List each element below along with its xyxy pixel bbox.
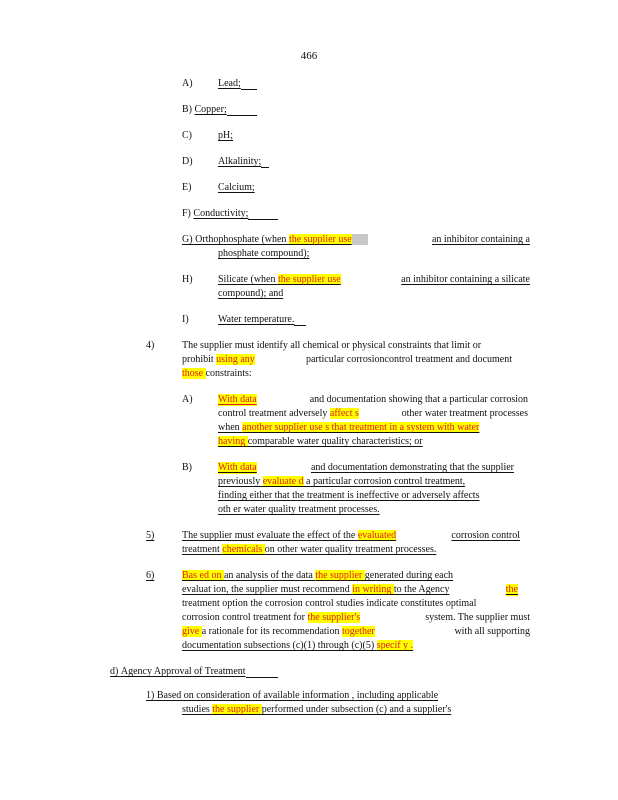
item-4b-text-end: a particular corrosion control treatment, [303,476,466,487]
item-5-text: The supplier must evaluate the effect of the [182,530,358,541]
list-label: D) [182,156,193,167]
highlight: another supplier use s that treatment in a system with water [242,422,480,433]
item-d1-line2 [182,704,451,716]
item-6-text: a rationale for its recommendation [201,626,342,637]
item-6-label: 6) [146,570,155,581]
highlight: the [505,584,518,595]
item-4a-text: comparable water quality characteristics; or [247,436,423,447]
item-4a-text-end: other water treatment processes [401,408,528,419]
highlight: chemicals [222,544,265,555]
item-5-text: treatment [182,544,223,555]
highlight: using any [216,354,255,365]
item-d1-line1 [146,690,508,702]
list-item-copper [182,104,257,116]
item-4b-line3: finding either that the treatment is ineffective or adversely affects [218,490,480,501]
item-d1-text: studies [182,704,213,715]
item-6-line5 [182,626,530,638]
item-6-text: documentation subsections (c)(1) through (c)(5) [182,640,377,651]
item-g-text: Orthophosphate (when [195,234,289,245]
section-label: d) [110,666,119,677]
item-4-line2 [182,354,512,366]
item-6-text: evaluat ion, the supplier must recommend [182,584,353,595]
highlight: With data [218,394,257,405]
list-text: Lead; [218,78,241,89]
item-h-text-end: an inhibitor containing a silicate [401,274,530,285]
highlight: in writing [352,584,394,595]
item-6-text-end: system. The supplier must [425,612,530,623]
item-h-line2: compound); and [218,288,284,299]
item-d1-text: Based on consideration of available information , including applicable [156,690,439,701]
list-item-conductivity [182,208,278,220]
item-h-line1 [182,274,530,286]
item-4b-line1 [218,462,514,474]
item-5-text-end: corrosion control [451,530,520,541]
list-label: A) [182,78,193,89]
section-title: Agency Approval of Treatment [120,666,246,677]
item-4-text-end: particular corrosioncontrol treatment and document [305,354,512,365]
item-6-text-end: with all supporting [454,626,530,637]
highlight: the supplier [315,570,365,581]
list-label: C) [182,130,192,141]
item-6-text-end: generated during each [364,570,454,581]
highlight: Bas ed on [182,570,224,581]
item-4b-text: previously [218,476,263,487]
item-4a-line2 [218,408,528,420]
item-g-line1 [182,234,530,246]
item-4a-text: when [218,422,243,433]
list-label: G) [182,234,193,245]
item-5-line2 [182,544,436,556]
list-text: Water temperature. [218,314,295,325]
item-4b-line2 [218,476,465,488]
list-item-ph [182,130,233,142]
item-6-line1 [182,570,453,582]
section-d-heading [110,666,278,678]
highlight: those [182,368,206,379]
list-label: H) [182,274,193,285]
item-5-line1 [182,530,520,542]
list-text: Alkalinity; [218,156,262,167]
list-label: F) [182,208,191,219]
list-text: Calcium; [218,182,255,193]
highlight: affect s [329,408,359,419]
list-text: Copper; [194,104,227,115]
highlight: together [341,626,375,637]
item-6-line2 [182,584,518,596]
list-label: E) [182,182,192,193]
item-4a-line1 [218,394,528,406]
list-item-calcium [182,182,255,194]
item-4a-text: and documentation showing that a particular corrosion [309,394,528,405]
item-4b-label: B) [182,462,192,473]
highlight: evaluate d [262,476,304,487]
item-h-text: Silicate (when [218,274,278,285]
list-label: B) [182,104,192,115]
highlight: having [218,436,248,447]
highlight: evaluated [357,530,397,541]
item-4a-text: control treatment adversely [218,408,330,419]
list-item-alkalinity [182,156,269,168]
highlight: give [182,626,202,637]
item-4-text: prohibit [182,354,217,365]
highlight: the supplier's [307,612,361,623]
item-6-text: corrosion control treatment for [182,612,308,623]
item-6-line3: treatment option the corrosion control studies indicate constitutes optimal [182,598,477,609]
highlight: the supplier use [288,234,352,245]
item-4a-line4 [218,436,423,448]
item-6-line4 [182,612,530,624]
highlight: the supplier [212,704,262,715]
page-number: 466 [300,50,318,62]
item-g-line2: phosphate compound); [218,248,310,259]
item-4b-text: and documentation demonstrating that the supplier [310,462,514,473]
item-4-label: 4) [146,340,155,351]
item-4-text: constraints: [205,368,252,379]
highlight: the supplier use [277,274,341,285]
item-d1-text-end: performed under subsection (c) and a supplier's [261,704,452,715]
list-item-lead [182,78,257,90]
list-label: I) [182,314,189,325]
highlight: With data [218,462,257,473]
item-4-line1: The supplier must identify all chemical or physical constraints that limit or [182,340,482,351]
item-4a-line3 [218,422,530,434]
item-4b-line4: oth er water quality treatment processes. [218,504,380,515]
list-label: 1) [146,690,155,701]
highlight: specif y . [376,640,414,651]
item-6-text: to the Agency [393,584,450,595]
item-5-label: 5) [146,530,155,541]
list-text: pH; [218,130,233,141]
item-4a-label: A) [182,394,193,405]
list-item-water-temperature [182,314,306,326]
item-g-text-end: an inhibitor containing a [431,234,530,245]
list-text: Conductivity; [193,208,249,219]
item-4-line3 [182,368,252,380]
item-6-line6 [182,640,413,652]
item-5-text-end: on other water quality treatment processes. [264,544,437,555]
item-6-text: an analysis of the data [223,570,316,581]
